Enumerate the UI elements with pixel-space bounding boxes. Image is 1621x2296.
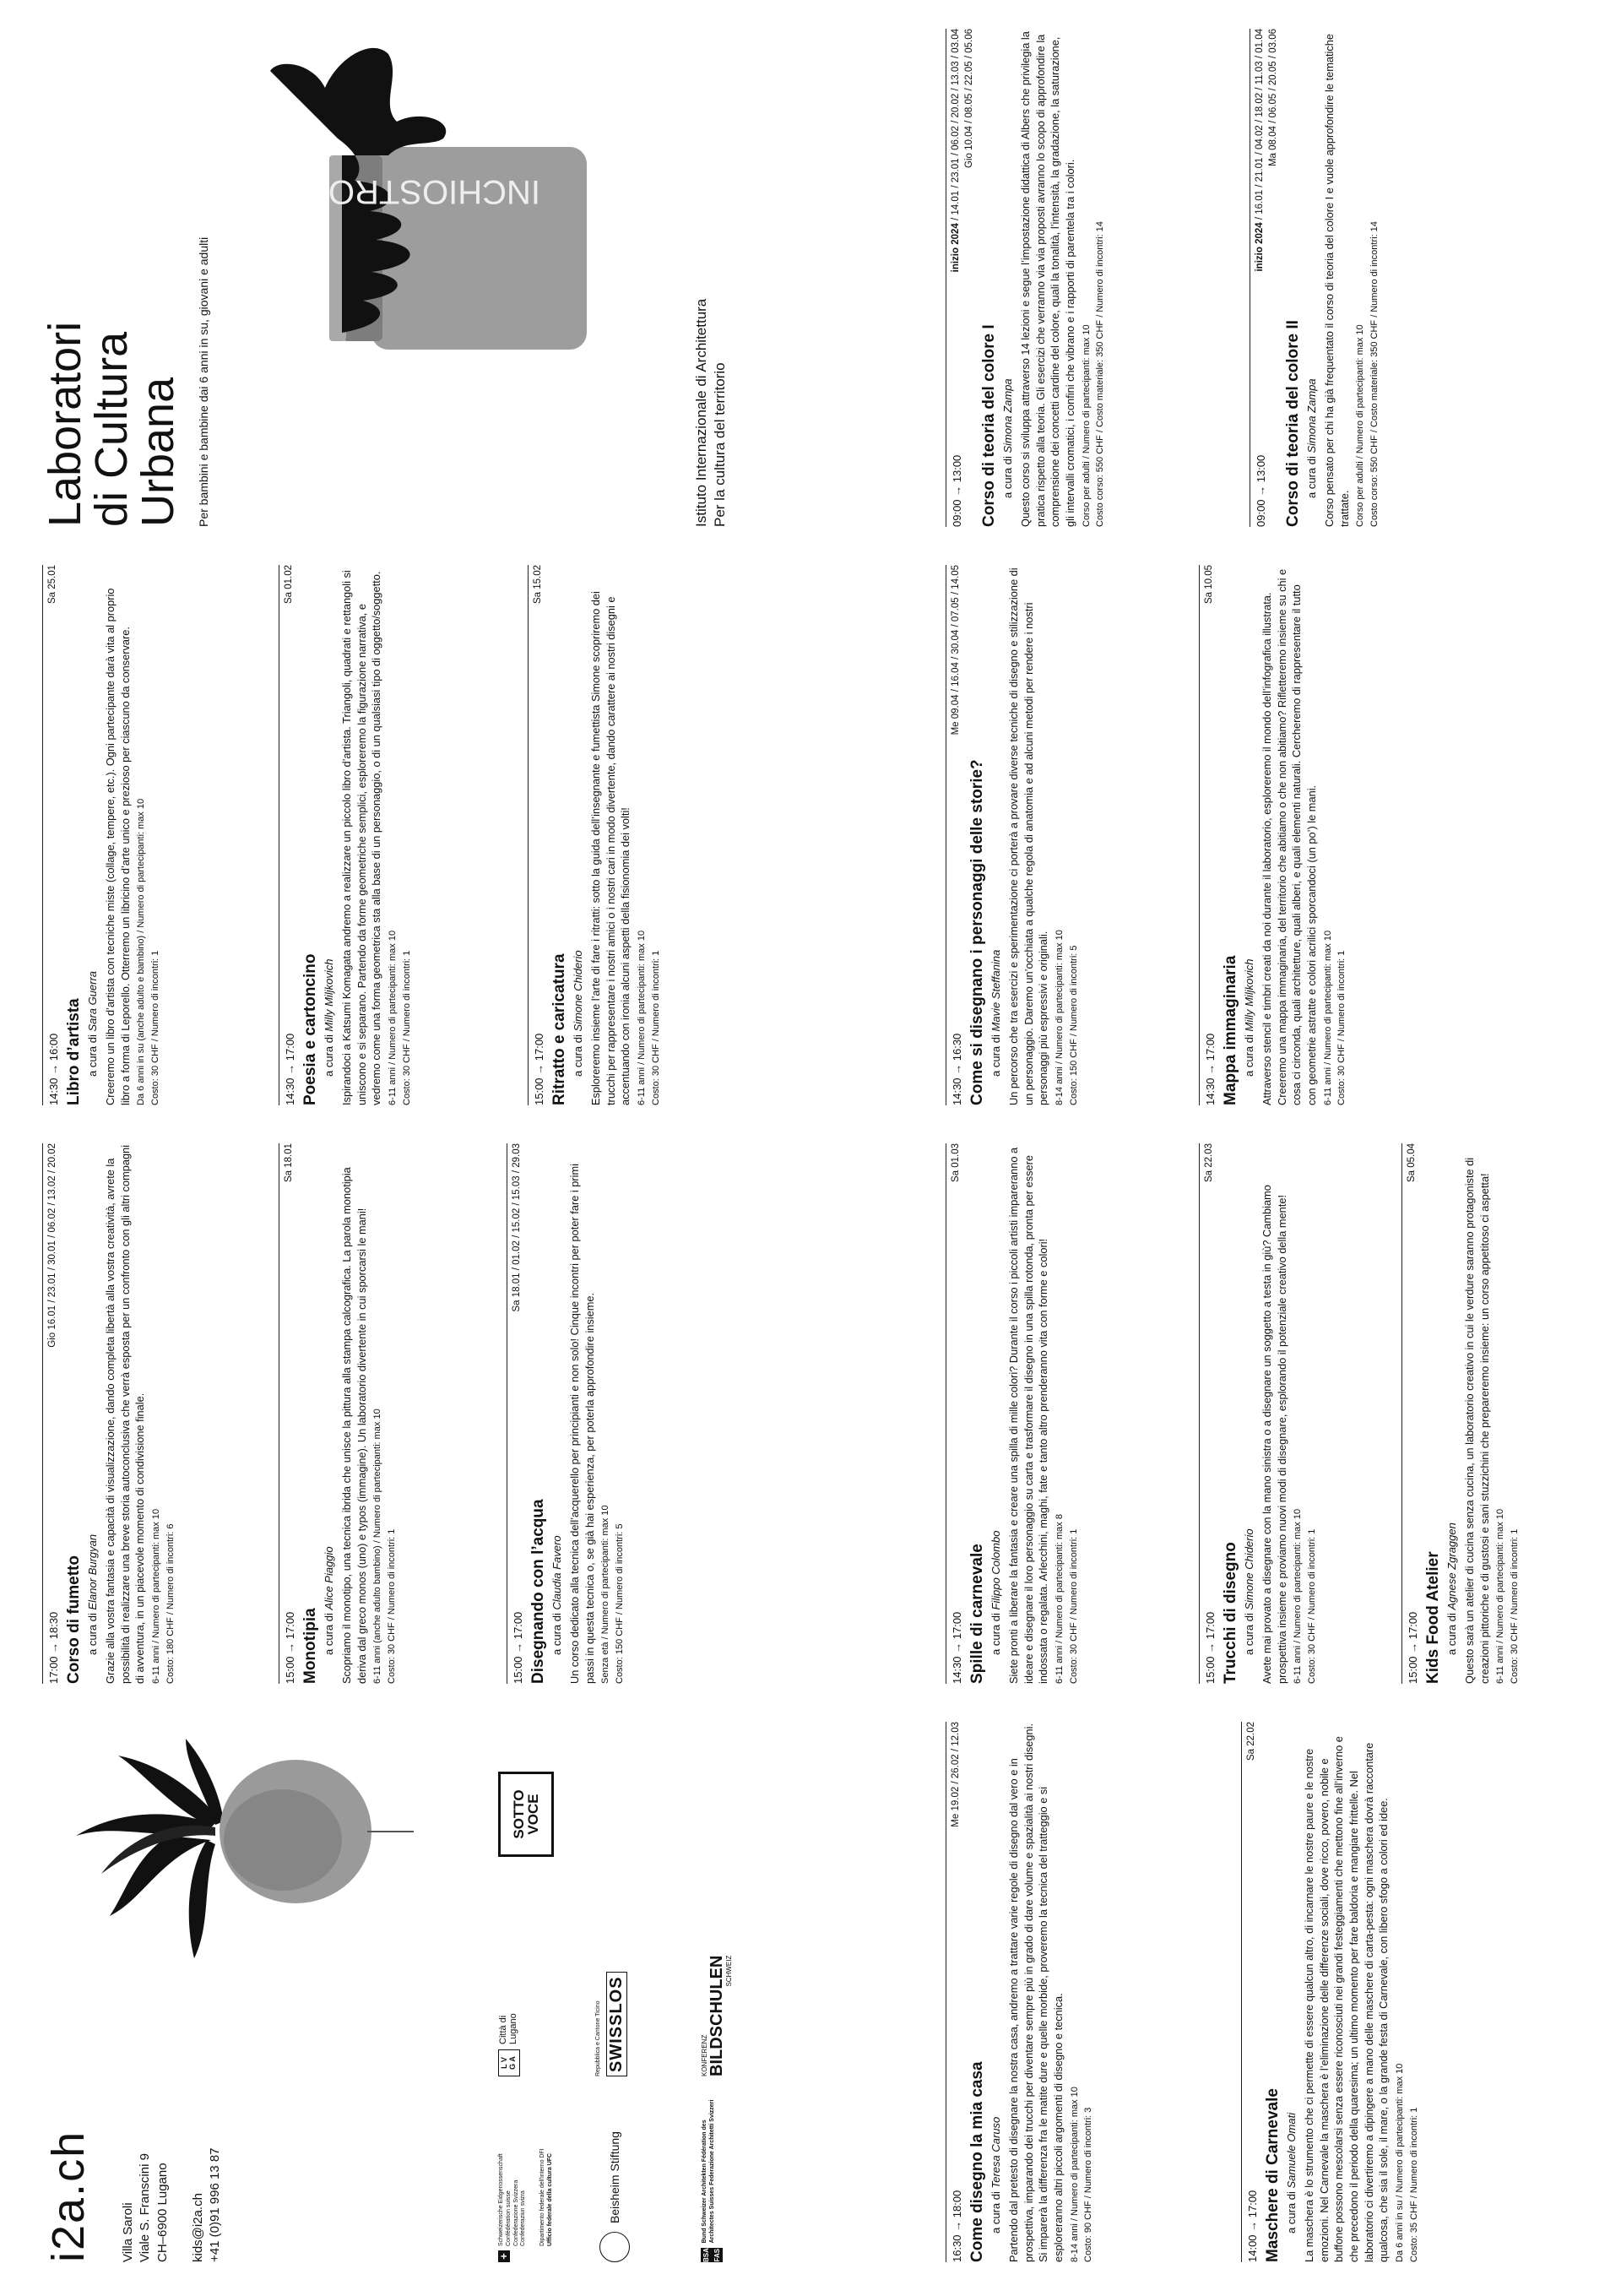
- course-dates: Sa 18.01: [284, 1143, 294, 1183]
- citta-lugano-logo: L V G A Città di Lugano: [498, 1994, 520, 2076]
- curator-prefix: a cura di: [86, 1034, 100, 1077]
- institute-line: Istituto Internazionale di Architettura: [693, 298, 709, 527]
- address-line: CH–6900 Lugano: [155, 2163, 170, 2262]
- course-curator: [1242, 565, 1257, 1077]
- course-title: Monotipia: [301, 1608, 319, 1684]
- curator-prefix: a cura di: [1243, 1613, 1256, 1655]
- address-line: Viale S. Franscini 9: [138, 2153, 153, 2262]
- dates-line: / 14.01 / 23.01 / 06.02 / 20.02 / 13.03 / 03.04: [951, 29, 961, 220]
- curator-prefix: a cura di: [323, 1034, 336, 1077]
- course-card[interactable]: [42, 1143, 177, 1684]
- curator-prefix: a cura di: [989, 1034, 1003, 1077]
- course-time: 15:00 → 17:00: [533, 1033, 545, 1105]
- course-dates: [1254, 29, 1281, 272]
- course-meta: Da 6 anni in su (anche adulto e bambino) / Numero di partecipanti: max 10: [136, 798, 147, 1105]
- curator-name: Filippo Colombo: [989, 1530, 1003, 1610]
- course-card[interactable]: [279, 565, 414, 1105]
- course-meta: Senza età / Numero di partecipanti: max 10: [600, 1505, 611, 1684]
- logo-text: Confédération suisse: [505, 2190, 512, 2246]
- course-dates: Sa 18.01 / 01.02 / 15.02 / 15.03 / 29.03: [512, 1143, 522, 1312]
- course-meta: 6-11 anni / Numero di partecipanti: max 10: [151, 1508, 162, 1684]
- course-title: Trucchi di disegno: [1221, 1542, 1239, 1684]
- institute-line: Per la cultura del territorio: [712, 362, 729, 527]
- course-time: 14:30 → 17:00: [284, 1033, 296, 1105]
- title-line: Laboratori: [40, 321, 90, 527]
- course-description: Creeremo un libro d’artista con tecniche miste (collage, tempere, etc.). Ogni partecipante darà vita al proprio libro a forma di Leporello. Otterremo un libricino d’arte unico e prezioso per ciascuno da conservare.: [104, 588, 132, 1105]
- curator-name: Teresa Caruso: [989, 2116, 1003, 2189]
- swiss-cross-icon: +: [498, 2250, 510, 2262]
- course-curator: [989, 565, 1004, 1077]
- sotto-voce-logo: [498, 1772, 554, 1857]
- course-curator: [322, 565, 337, 1077]
- curator-name: Samuele Omati: [1285, 2112, 1298, 2189]
- course-title: Corso di teoria del colore I: [979, 324, 998, 527]
- course-time: 16:30 → 18:00: [951, 2190, 963, 2262]
- curator-name: Alice Piaggio: [323, 1546, 336, 1610]
- title-line: Urbana: [133, 377, 184, 527]
- course-dates: Sa 25.01: [47, 565, 57, 605]
- course-meta: Costo corso: 550 CHF / Costo materiale: 350 CHF / Numero di incontri: 14: [1369, 221, 1380, 527]
- course-meta: 6-11 anni / Numero di partecipanti: max 8: [1054, 1514, 1065, 1684]
- course-dates: Sa 01.02: [284, 565, 294, 605]
- curator-name: Claudia Favero: [550, 1535, 564, 1610]
- course-title: Disegnando con l’acqua: [529, 1499, 547, 1684]
- curator-name: Elanor Burgyan: [86, 1533, 100, 1610]
- curator-name: Agnese Zgraggen: [1445, 1523, 1459, 1610]
- course-meta: 6-11 anni / Numero di partecipanti: max 10: [1293, 1508, 1304, 1684]
- course-meta: Costo: 35 CHF / Numero di incontri: 1: [1408, 2107, 1419, 2262]
- course-time: 15:00 → 17:00: [284, 1611, 296, 1684]
- course-title: Libro d’artista: [64, 998, 83, 1105]
- course-meta: Costo: 30 CHF / Numero di incontri: 1: [149, 950, 160, 1105]
- course-meta: Costo corso: 550 CHF / Costo materiale: 350 CHF / Numero di incontri: 14: [1095, 221, 1105, 527]
- course-title: Come si disegnano i personaggi delle storie?: [968, 759, 986, 1105]
- course-curator: [989, 1722, 1004, 2234]
- course-description: La maschera è lo strumento che ci permette di essere qualcun altro, di incarnare le nostre paure e le nostre emozioni. Nel Carnevale la maschera è l’eliminazione delle differenze sociali, dove ricco, povero, nobile e buffone possono mescolarsi senza essere riconosciuti nei grandi festeggiamenti che mettono fine all’inverno e che precedono il periodo della quaresima; un ultimo momento per fare baldoria e mangiare frittelle. Nel laboratorio ci divertiremo a dipingere a mano delle maschere di carta-pesta: ogni maschera dovrà raccontare qualcosa, che sia il sole, il mare, o la grande festa di Carnevale, con libero sfogo a colori ed idee.: [1303, 1736, 1391, 2262]
- course-title: Mappa immaginaria: [1221, 955, 1239, 1105]
- course-curator: [1445, 1143, 1460, 1655]
- course-meta: 6-11 anni / Numero di partecipanti: max 10: [1495, 1508, 1506, 1684]
- course-dates: Sa 22.03: [1204, 1143, 1214, 1183]
- dates-line: / 16.01 / 21.01 / 04.02 / 18.02 / 11.03 / 01.04: [1255, 29, 1265, 220]
- logo-text: Dipartimento federale dell'interno DFI: [539, 2148, 545, 2246]
- column-contacts: [42, 1722, 1587, 2262]
- course-dates: Sa 22.02: [1246, 1722, 1256, 1761]
- course-time: 15:00 → 17:00: [512, 1611, 524, 1684]
- course-curator: [1000, 29, 1016, 498]
- curator-prefix: a cura di: [1304, 456, 1318, 498]
- course-title: Maschere di Carnevale: [1263, 2088, 1282, 2262]
- swiss-confederation-logo: [498, 2148, 555, 2262]
- logo-text: BSA FAS: [702, 2248, 721, 2262]
- course-description: Attraverso stencil e timbri creati da noi durante il laboratorio, esploreremo il mondo dell’infografica illustrata. Creeremo una mappa immaginaria, del territorio che abitiamo o che non abitiamo? Rifletteremo insieme su chi e cosa ci circonda, quali architetture, quali alberi, e quali elementi naturali. Cercheremo di rappresentare il tutto con geometrie astratte e colori acrilici sporcandoci (un po’) le mani.: [1260, 568, 1319, 1105]
- logo-text: Confederazione Svizzera: [512, 2179, 519, 2246]
- course-title: Corso di teoria del colore II: [1283, 320, 1302, 527]
- course-card[interactable]: [1199, 565, 1349, 1105]
- course-time: 15:00 → 17:00: [1204, 1611, 1217, 1684]
- curator-name: Simona Zampa: [1304, 378, 1318, 453]
- column-courses-b: [42, 565, 1587, 1105]
- course-curator: [571, 565, 586, 1077]
- logo-text: SCHWEIZ: [725, 1955, 733, 1987]
- bsa-fas-logo: [701, 2093, 723, 2262]
- address-line: Villa Saroli: [121, 2202, 135, 2262]
- course-dates: Gio 16.01 / 23.01 / 30.01 / 06.02 / 13.02 / 20.02: [47, 1143, 57, 1348]
- logo-text: Beisheim Stiftung: [608, 2131, 621, 2223]
- course-card[interactable]: [1241, 1722, 1421, 2262]
- course-curator: [85, 565, 100, 1077]
- course-dates: Me 09.04 / 16.04 / 30.04 / 07.05 / 14.05: [951, 565, 961, 735]
- institute-name: [692, 299, 729, 527]
- swisslos-logo: [595, 1958, 627, 2076]
- course-meta: Corso per adulti / Numero di partecipanti: max 10: [1355, 324, 1366, 527]
- course-time: 14:30 → 17:00: [1204, 1033, 1217, 1105]
- course-card[interactable]: [946, 565, 1081, 1105]
- course-time: 17:00 → 18:30: [47, 1611, 60, 1684]
- curator-name: Simone Chiderio: [572, 950, 585, 1032]
- beisheim-logo: [599, 2131, 630, 2262]
- course-meta: Costo: 30 CHF / Numero di incontri: 1: [650, 950, 661, 1105]
- curator-name: Simona Zampa: [1000, 378, 1014, 453]
- course-dates: Me 19.02 / 26.02 / 12.03: [951, 1722, 961, 1827]
- course-meta: Costo: 150 CHF / Numero di incontri: 5: [1068, 945, 1079, 1105]
- course-description: Avete mai provato a disegnare con la mano sinistra o a disegnare un soggetto a testa in giù? Cambiamo prospettiva insieme e proviamo nuovi modi di disegnare, esplorando il potenziale creativo della mente!: [1260, 1185, 1288, 1684]
- brand-logo: i2a.ch: [43, 2130, 94, 2262]
- curator-name: Sara Guerra: [86, 970, 100, 1032]
- course-time: 09:00 → 13:00: [1255, 454, 1267, 527]
- course-meta: Costo: 90 CHF / Numero di incontri: 3: [1083, 2107, 1094, 2262]
- course-dates: [950, 29, 977, 272]
- course-description: Esploreremo insieme l’arte di fare i ritratti: sotto la guida dell’insegnante e fumettista Simone scopriremo dei trucchi per rappresentare i nostri amici o i nostri cari in modo divertente, dando carattere ai nostri disegni e accentuando con ironia alcuni aspetti della fisionomia dei volti!: [589, 591, 632, 1105]
- course-title: Spille di carnevale: [968, 1544, 986, 1684]
- email-link[interactable]: kids@i2a.ch: [190, 2193, 205, 2262]
- course-description: Partendo dal pretesto di disegnare la nostra casa, andremo a trattare varie regole di disegno dal vero e in prospettiva, imparando dei trucchi per diventare sempre più in grado di dare volume e spazialità ai nostri disegni. Si imparerà la differenza fra le matite dure e quelle morbide, proveremo la tecnica del tratteggio e si esploreranno altri piccoli argomenti di disegno e tecnica.: [1007, 1723, 1065, 2262]
- course-card[interactable]: [279, 1143, 398, 1684]
- start-label: inizio 2024: [951, 223, 961, 273]
- course-meta: Costo: 180 CHF / Numero di incontri: 6: [165, 1523, 176, 1684]
- course-meta: Corso per adulti / Numero di partecipanti: max 10: [1081, 324, 1092, 527]
- course-title: Poesia e cartoncino: [301, 953, 319, 1105]
- logo-text: Schweizerische Eidgenossenschaft: [498, 2153, 504, 2246]
- course-card[interactable]: [1199, 1143, 1319, 1684]
- column-courses-a: [42, 1143, 1587, 1684]
- course-curator: [322, 1143, 337, 1655]
- curator-name: Mavie Steffanina: [989, 949, 1003, 1032]
- curator-name: Milly Miljkovich: [1243, 958, 1256, 1032]
- dates-line: Gio 10.04 / 08.05 / 22.05 / 05.06: [963, 29, 974, 168]
- course-description: Un corso dedicato alla tecnica dell’acquerello per principianti e non solo! Cinque incontri per poter fare i primi passi in questa tecnica o, se già hai esperienza, per poterla approfondire insieme.: [568, 1163, 596, 1684]
- course-description: Grazie alla vostra fantasia e capacità di visualizzazione, dando completa libertà alla vostra creatività, avrete la possibilità di realizzare una breve storia autoconclusiva che verrà esposta per un confronto con gli altri compagni di avventura, in un piacevole momento di condivisione finale.: [104, 1144, 147, 1684]
- course-curator: [550, 1143, 565, 1655]
- logo-text: Ufficio federale della cultura UFC: [546, 2152, 553, 2246]
- curator-prefix: a cura di: [572, 1034, 585, 1077]
- course-description: Ispirandoci a Katsumi Komagata andremo a realizzare un piccolo libro d’artista. Triangoli, quadrati e rettangoli si uniscono e si separano. Partendo da forme geometriche semplici, esploreremo la figurazione narrativa, e vedremo come una forma geometrica sta alla base di un personaggio, o di un qualsiasi tipo di oggetto/soggetto.: [340, 570, 383, 1105]
- course-time: 09:00 → 13:00: [951, 454, 963, 527]
- course-meta: 8-14 anni / Numero di partecipanti: max 10: [1054, 930, 1065, 1105]
- phone-number: +41 (0)91 996 13 87: [208, 2147, 222, 2262]
- course-dates: Sa 01.03: [951, 1143, 961, 1183]
- course-card[interactable]: [946, 1143, 1081, 1684]
- course-card[interactable]: [1250, 29, 1381, 527]
- curator-prefix: a cura di: [1285, 2191, 1298, 2234]
- logo-text: BILDSCHULEN: [707, 1955, 726, 2076]
- course-description: Questo corso si sviluppa attraverso 14 lezioni e segue l’impostazione didattica di Albers che privilegia la pratica rispetto alla teoria. Gli esercizi che verranno via via proposti avranno lo scopo di approfondire la comprensione dei concetti cardine del colore, quali la tonalità, l’intensità, la gradazione, la saturazione, gli intervalli cromatici, i confini che vibrano e i rapporti di parentela tra i colori.: [1018, 31, 1076, 527]
- start-label: inizio 2024: [1255, 222, 1265, 272]
- logo-text: Bund Schweizer Architekten Fédération des Architectes Suisses Federazione Architetti Svizzeri: [702, 2099, 716, 2244]
- curator-name: Simone Chiderio: [1243, 1528, 1256, 1610]
- course-meta: 6-11 anni (anche adulto bambino) / Numero di partecipanti: max 10: [372, 1409, 383, 1684]
- course-title: Ritratto e caricatura: [550, 953, 568, 1105]
- course-dates: Sa 05.04: [1407, 1143, 1417, 1183]
- curator-prefix: a cura di: [1000, 456, 1014, 498]
- ink-jar-illustration: [262, 29, 625, 392]
- course-card[interactable]: [946, 1722, 1096, 2262]
- course-meta: 6-11 anni / Numero di partecipanti: max 10: [1322, 930, 1333, 1105]
- column-cover: [42, 29, 1587, 527]
- course-time: 14:30 → 16:00: [47, 1033, 60, 1105]
- curator-prefix: a cura di: [86, 1613, 100, 1655]
- course-meta: Costo: 30 CHF / Numero di incontri: 1: [1068, 1528, 1079, 1684]
- course-description: Questo sarà un atelier di cucina senza cucina, un laboratorio creativo in cui le verdure saranno protagoniste di creazioni pittoriche e di gustosi e sani stuzzichini che prepareremo insieme: un corso appetitoso ci aspetta!: [1463, 1157, 1491, 1684]
- course-title: Kids Food Atelier: [1423, 1551, 1442, 1684]
- course-meta: 8-14 anni / Numero di partecipanti: max 10: [1069, 2087, 1080, 2262]
- curator-prefix: a cura di: [989, 1613, 1003, 1655]
- course-description: Corso pensato per chi ha già frequentato il corso di teoria del colore I e vuole approfondire le tematiche trattate.: [1322, 33, 1351, 527]
- course-meta: Costo: 30 CHF / Numero di incontri: 1: [1336, 950, 1347, 1105]
- course-meta: 6-11 anni / Numero di partecipanti: max 10: [637, 930, 648, 1105]
- course-title: Corso di fumetto: [64, 1555, 83, 1684]
- logo-text: Repubblica e Cantone Ticino: [595, 2000, 601, 2076]
- curator-name: Milly Miljkovich: [323, 958, 336, 1032]
- course-card[interactable]: [507, 1143, 626, 1684]
- dates-line: Ma 08.04 / 06.05 / 20.05 / 03.06: [1267, 29, 1278, 167]
- curator-prefix: a cura di: [550, 1613, 564, 1655]
- course-time: 14:30 → 16:30: [951, 1033, 963, 1105]
- course-description: Scopriamo il monotipo, una tecnica ibrida che unisce la pittura alla stampa calcografica. La parola monotipia deriva dal greco monos (uno) e typos (immagine). Un laboratorio divertente in cui sporcarsi le mani!: [340, 1167, 368, 1684]
- logo-text: Confederaziun svizra: [520, 2190, 527, 2246]
- logo-text: KONFERENZ: [701, 2034, 708, 2076]
- logo-text: SWISSLOS: [606, 1972, 627, 2076]
- bildschulen-logo: [701, 1956, 733, 2076]
- course-meta: 6-11 anni / Numero di partecipanti: max 10: [388, 930, 398, 1105]
- plant-illustration: [42, 1730, 464, 1984]
- jar-label: INCHIOSTRO: [328, 173, 540, 210]
- title-line: di Cultura: [86, 331, 138, 527]
- curator-prefix: a cura di: [1445, 1613, 1459, 1655]
- course-time: 15:00 → 17:00: [1407, 1611, 1419, 1684]
- course-meta: Costo: 30 CHF / Numero di incontri: 1: [401, 950, 412, 1105]
- course-time: 14:00 → 17:00: [1246, 2190, 1259, 2262]
- course-curator: [1304, 29, 1320, 498]
- course-description: Un percorso che tra esercizi e sperimentazione ci porterà a provare diverse tecniche di disegno e stilizzazione di un personaggio. Daremo un’occhiata a qualche regola di anatomia e ad alcuni metodi per rendere i nostri personaggi più espressivi e originali.: [1007, 567, 1050, 1105]
- sponsor-logos: [498, 1722, 777, 2262]
- logo-text: SOTTO VOCE: [511, 1789, 541, 1839]
- circle-icon: [599, 2232, 630, 2262]
- course-time: 14:30 → 17:00: [951, 1611, 963, 1684]
- cover-title: [42, 29, 182, 527]
- course-card[interactable]: [528, 565, 663, 1105]
- course-curator: [989, 1143, 1004, 1655]
- course-card[interactable]: [1401, 1143, 1521, 1684]
- cover-subtitle: Per bambini e bambine dai 6 anni in su, giovani e adulti: [197, 236, 211, 527]
- course-curator: [85, 1143, 100, 1655]
- course-description: Siete pronti a liberare la fantasia e creare una spilla di mille colori? Durante il corso i piccoli artisti impareranno a ideare e disegnare il loro personaggio su carta e trasformare il disegno in una spilla rotonda, pronta per essere indossata o regalata. Arlecchini, maghi, fate e tanto altro prenderanno vita con forme e colori!: [1007, 1147, 1050, 1684]
- course-card[interactable]: [42, 565, 162, 1105]
- curator-prefix: a cura di: [323, 1613, 336, 1655]
- curator-prefix: a cura di: [989, 2191, 1003, 2234]
- course-meta: Costo: 30 CHF / Numero di incontri: 1: [386, 1528, 397, 1684]
- curator-prefix: a cura di: [1243, 1034, 1256, 1077]
- course-curator: [1284, 1722, 1299, 2234]
- course-meta: Costo: 30 CHF / Numero di incontri: 1: [1509, 1528, 1520, 1684]
- course-dates: Sa 10.05: [1204, 565, 1214, 605]
- course-title: Come disegno la mia casa: [968, 2061, 986, 2262]
- course-dates: Sa 15.02: [533, 565, 543, 605]
- logo-text: Città di Lugano: [498, 2013, 518, 2044]
- course-card[interactable]: [946, 29, 1108, 527]
- course-meta: Costo: 30 CHF / Numero di incontri: 1: [1306, 1528, 1317, 1684]
- course-meta: Da 6 anni in su / Numero di partecipanti: max 10: [1395, 2063, 1406, 2262]
- course-curator: [1242, 1143, 1257, 1655]
- course-meta: Costo: 150 CHF / Numero di incontri: 5: [614, 1523, 625, 1684]
